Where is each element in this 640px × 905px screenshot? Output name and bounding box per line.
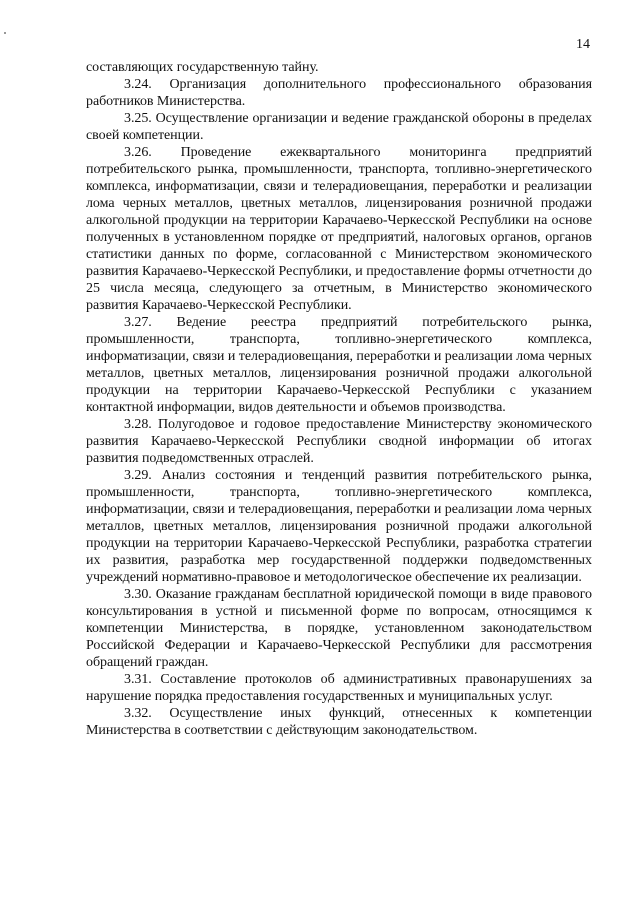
paragraph-3-24: 3.24. Организация дополнительного профессионального образования работников Министерства. [86, 77, 592, 109]
paragraph-3-31: 3.31. Составление протоколов об административных правонарушениях за нарушение порядка предоставления государственных и муниципальных услуг. [86, 672, 592, 704]
page-number: 14 [576, 37, 590, 52]
scan-speck [4, 32, 6, 34]
paragraph-continuation: составляющих государственную тайну. [86, 60, 319, 75]
paragraph-3-30: 3.30. Оказание гражданам бесплатной юридической помощи в виде правового консультирования в устной и письменной форме по вопросам, относящимся к компетенции Министерства, в порядке, установленном законодательством Российской Федерации и Карачаево-Черкесской Республики для рассмотрения обращений граждан. [86, 587, 592, 670]
paragraph-3-25: 3.25. Осуществление организации и ведение гражданской обороны в пределах своей компетенции. [86, 111, 592, 143]
paragraph-3-28: 3.28. Полугодовое и годовое предоставление Министерству экономического развития Карачаево-Черкесской Республики сводной информации об итогах развития подведомственных отраслей. [86, 417, 592, 466]
paragraph-3-29: 3.29. Анализ состояния и тенденций развития потребительского рынка, промышленности, транспорта, топливно-энергетического комплекса, информатизации, связи и телерадиовещания, переработки и реализации лома черных металлов, цветных металлов, лицензирования розничной продажи алкогольной продукции на территории Карачаево-Черкесской Республики, разработка стратегии их развития, разработка мер государственной поддержки подведомственных учреждений нормативно-правовое и методологическое обеспечение их реализации. [86, 468, 592, 585]
document-body [86, 59, 592, 739]
paragraph-3-26: 3.26. Проведение ежеквартального мониторинга предприятий потребительского рынка, промышленности, транспорта, топливно-энергетического комплекса, информатизации, связи и телерадиовещания, переработки и реализации лома черных металлов, цветных металлов, лицензирования розничной продажи алкогольной продукции на территории Карачаево-Черкесской Республики на основе полученных в установленном порядке от предприятий, налоговых органов, органов статистики данных по форме, согласованной с Министерством экономического развития Карачаево-Черкесской Республики, и предоставление формы отчетности до 25 числа месяца, следующего за отчетным, в Министерство экономического развития Карачаево-Черкесской Республики. [86, 145, 592, 313]
paragraph-3-32: 3.32. Осуществление иных функций, отнесенных к компетенции Министерства в соответствии с действующим законодательством. [86, 706, 592, 738]
paragraph-3-27: 3.27. Ведение реестра предприятий потребительского рынка, промышленности, транспорта, топливно-энергетического комплекса, информатизации, связи и телерадиовещания, переработки и реализации лома черных металлов, цветных металлов, лицензирования розничной продажи алкогольной продукции на территории Карачаево-Черкесской Республики с указанием контактной информации, видов деятельности и объемов производства. [86, 315, 592, 415]
